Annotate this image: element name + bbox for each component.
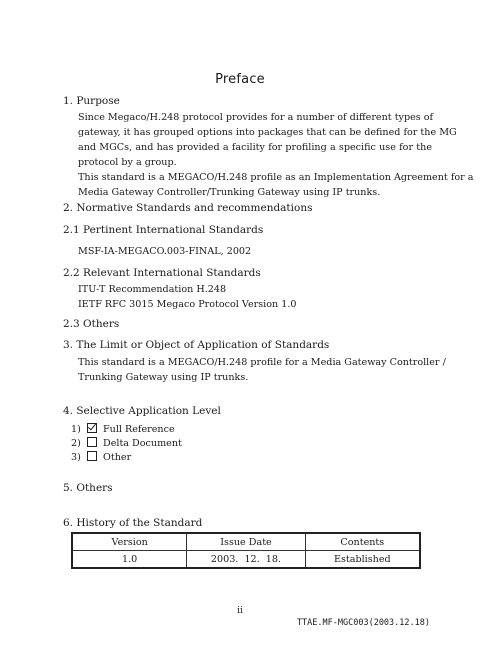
- limit-line: This standard is a MEGACO/H.248 profile for a Media Gateway Controller /: [78, 357, 446, 368]
- page-number: ii: [237, 606, 243, 616]
- column-header-version: Version: [72, 533, 187, 551]
- limit-line: Trunking Gateway using IP trunks.: [78, 372, 249, 383]
- empty-checkbox-icon: [87, 437, 97, 447]
- section-heading-others-5: 5. Others: [63, 482, 113, 494]
- column-header-contents: Contents: [305, 533, 420, 551]
- option-label: Delta Document: [103, 438, 182, 449]
- purpose-line: Since Megaco/H.248 protocol provides for a number of different types of: [78, 112, 434, 123]
- option-full-reference: [71, 423, 175, 435]
- column-header-issue-date: Issue Date: [187, 533, 305, 551]
- limit-text: [78, 355, 446, 385]
- option-number: 2): [71, 438, 81, 449]
- section-heading-limit: 3. The Limit or Object of Application of Standards: [63, 339, 330, 351]
- history-table-header: [72, 533, 420, 551]
- section-heading-normative: 2. Normative Standards and recommendations: [63, 202, 313, 214]
- purpose-line: gateway, it has grouped options into packages that can be defined for the MG: [78, 127, 457, 138]
- contents-cell: Established: [305, 551, 420, 569]
- issue-date-cell: 2003. 12. 18.: [187, 551, 305, 569]
- section-heading-others-2-3: 2.3 Others: [63, 318, 120, 330]
- pertinent-standard-item: MSF-IA-MEGACO.003-FINAL, 2002: [78, 246, 252, 257]
- section-heading-history: 6. History of the Standard: [63, 517, 203, 529]
- section-heading-pertinent: 2.1 Pertinent International Standards: [63, 224, 264, 236]
- option-number: 1): [71, 424, 81, 435]
- relevant-standard-item: IETF RFC 3015 Megaco Protocol Version 1.0: [78, 299, 297, 310]
- purpose-text: [78, 110, 474, 200]
- version-cell: 1.0: [72, 551, 187, 569]
- document-code: TTAE.MF-MGC003(2003.12.18): [296, 618, 430, 628]
- section-heading-selective: 4. Selective Application Level: [63, 405, 221, 417]
- purpose-line: and MGCs, and has provided a facility for profiling a specific use for the: [78, 142, 432, 153]
- table-row: [72, 551, 420, 569]
- relevant-standard-item: ITU-T Recommendation H.248: [78, 284, 227, 295]
- option-delta-document: [71, 437, 182, 449]
- page-title: Preface: [215, 72, 265, 87]
- purpose-line: Media Gateway Controller/Trunking Gateway using IP trunks.: [78, 187, 381, 198]
- option-label: Other: [103, 452, 132, 463]
- purpose-line: protocol by a group.: [78, 157, 177, 168]
- empty-checkbox-icon: [87, 451, 97, 461]
- option-label: Full Reference: [103, 424, 175, 435]
- section-heading-purpose: 1. Purpose: [63, 95, 120, 107]
- checked-checkbox-icon: [87, 423, 97, 433]
- option-other: [71, 451, 131, 463]
- section-heading-relevant: 2.2 Relevant International Standards: [63, 267, 261, 279]
- option-number: 3): [71, 452, 81, 463]
- history-table: [71, 532, 421, 569]
- purpose-line: This standard is a MEGACO/H.248 profile as an Implementation Agreement for a: [78, 172, 474, 183]
